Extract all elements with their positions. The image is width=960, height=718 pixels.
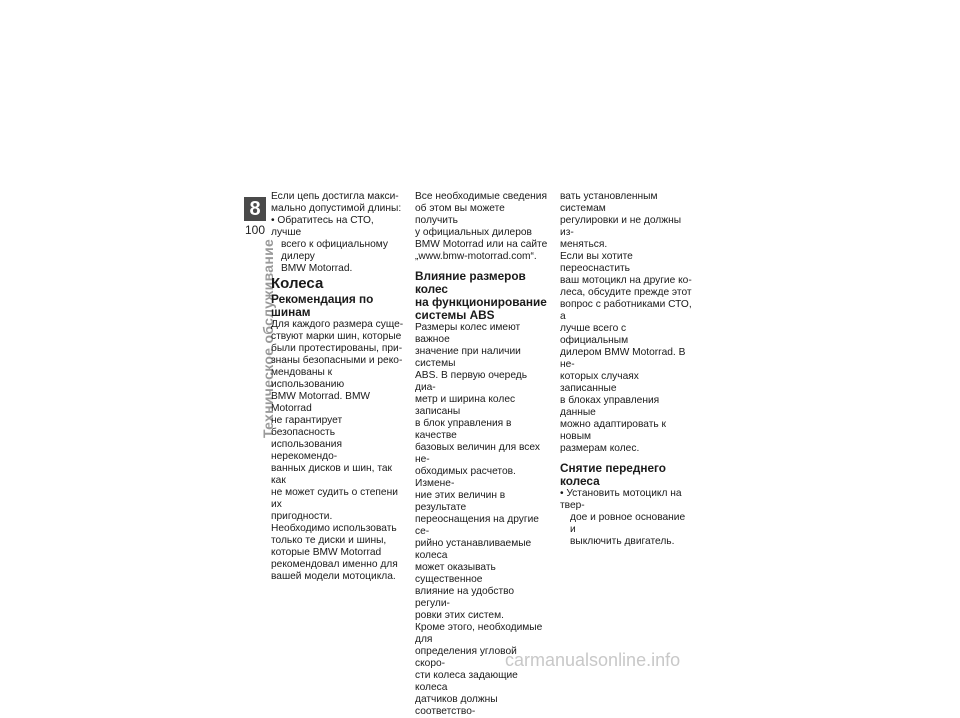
text-line: обходимых расчетов. Измене- [415,466,516,489]
chapter-side-title: Техническое обслуживание [260,238,276,438]
text-line: использования нерекомендо- [271,439,343,462]
text-line: которые BMW Motorrad [271,547,382,558]
chapter-number: 8 [244,197,266,221]
watermark: carmanualsonline.info [505,650,681,670]
column-2 [415,191,548,718]
subheading-abs: системы ABS [415,308,495,322]
text-line: влияние на удобство регули- [415,586,515,609]
text-line: регулировки и не должны из- [560,215,682,238]
text-line: можно адаптировать к новым [560,419,666,442]
text-line: вопрос с работниками СТО, а [560,299,692,322]
text-line: в блок управления в качестве [415,418,512,441]
column-1 [271,191,404,583]
text-line: которых случаях записанные [560,371,639,394]
text-line: Все необходимые сведения [415,191,547,202]
text-line: были протестированы, при- [271,343,403,354]
text-line: в блоках управления данные [560,395,660,418]
intro-line: Если цепь достигла макси- [271,191,399,202]
text-line: размерам колес. [560,443,640,454]
text-line: датчиков должны соответство- [415,694,498,717]
text-line: только те диски и шины, [271,535,387,546]
bullet-line: • Обратитесь на СТО, лучше [271,215,374,238]
text-line: BMW Motorrad или на сайте [415,239,548,250]
text-line: меняться. [560,239,608,250]
bullet-line: дое и ровное основание и [570,512,686,535]
text-line: у официальных дилеров [415,227,532,238]
text-line: вашей модели мотоцикла. [271,571,396,582]
text-line: ванных дисков и шин, так как [271,463,393,486]
bullet-line: выключить двигатель. [570,536,675,547]
text-line: сти колеса задающие колеса [415,670,518,693]
subheading-front-wheel-removal: Снятие переднего колеса [560,461,666,488]
text-line: пригодности. [271,511,333,522]
text-line: ваш мотоцикл на другие ко- [560,275,692,286]
text-line: вать установленным системам [560,191,658,214]
text-line: базовых величин для всех не- [415,442,540,465]
text-line: рекомендовал именно для [271,559,398,570]
text-line: дилером BMW Motorrad. В не- [560,347,686,370]
text-line: ABS. В первую очередь диа- [415,370,528,393]
bullet-line: • Установить мотоцикл на твер- [560,488,682,511]
text-line: леса, обсудите прежде этот [560,287,692,298]
text-line: метр и ширина колес записаны [415,394,516,417]
text-line: значение при наличии системы [415,346,521,369]
text-line: Размеры колес имеют важное [415,322,521,345]
subheading-abs: Влияние размеров колес [415,269,526,296]
text-line: рийно устанавливаемые колеса [415,538,532,561]
text-line: мендованы к использованию [271,367,345,390]
subheading-tire-recommendation: Рекомендация по шинам [271,292,374,319]
text-line: Необходимо использовать [271,523,397,534]
text-line: знаны безопасными и реко- [271,355,403,366]
text-line: лучше всего с официальным [560,323,629,346]
section-heading-wheels: Колеса [271,275,324,292]
bullet-line: всего к официальному дилеру [281,239,389,262]
text-line: об этом вы можете получить [415,203,505,226]
text-line: BMW Motorrad. BMW Motorrad [271,391,371,414]
text-line: определения угловой скоро- [415,646,517,669]
text-line: „www.bmw-motorrad.com“. [415,251,537,262]
text-line: переоснащения на другие се- [415,514,539,537]
text-line: Кроме этого, необходимые для [415,622,543,645]
bullet-line: BMW Motorrad. [281,263,353,274]
subheading-abs: на функционирование [415,295,547,309]
column-3 [560,191,693,548]
text-line: ствуют марки шин, которые [271,331,402,342]
intro-line: мально допустимой длины: [271,203,402,214]
text-line: не может судить о степени их [271,487,398,510]
text-line: Если вы хотите переоснастить [560,251,633,274]
text-line: не гарантирует безопасность [271,415,343,438]
text-line: ние этих величин в результате [415,490,506,513]
text-line: Для каждого размера суще- [271,319,404,330]
text-line: ровки этих систем. [415,610,504,621]
text-line: может оказывать существенное [415,562,496,585]
page-number: 100 [244,223,266,237]
